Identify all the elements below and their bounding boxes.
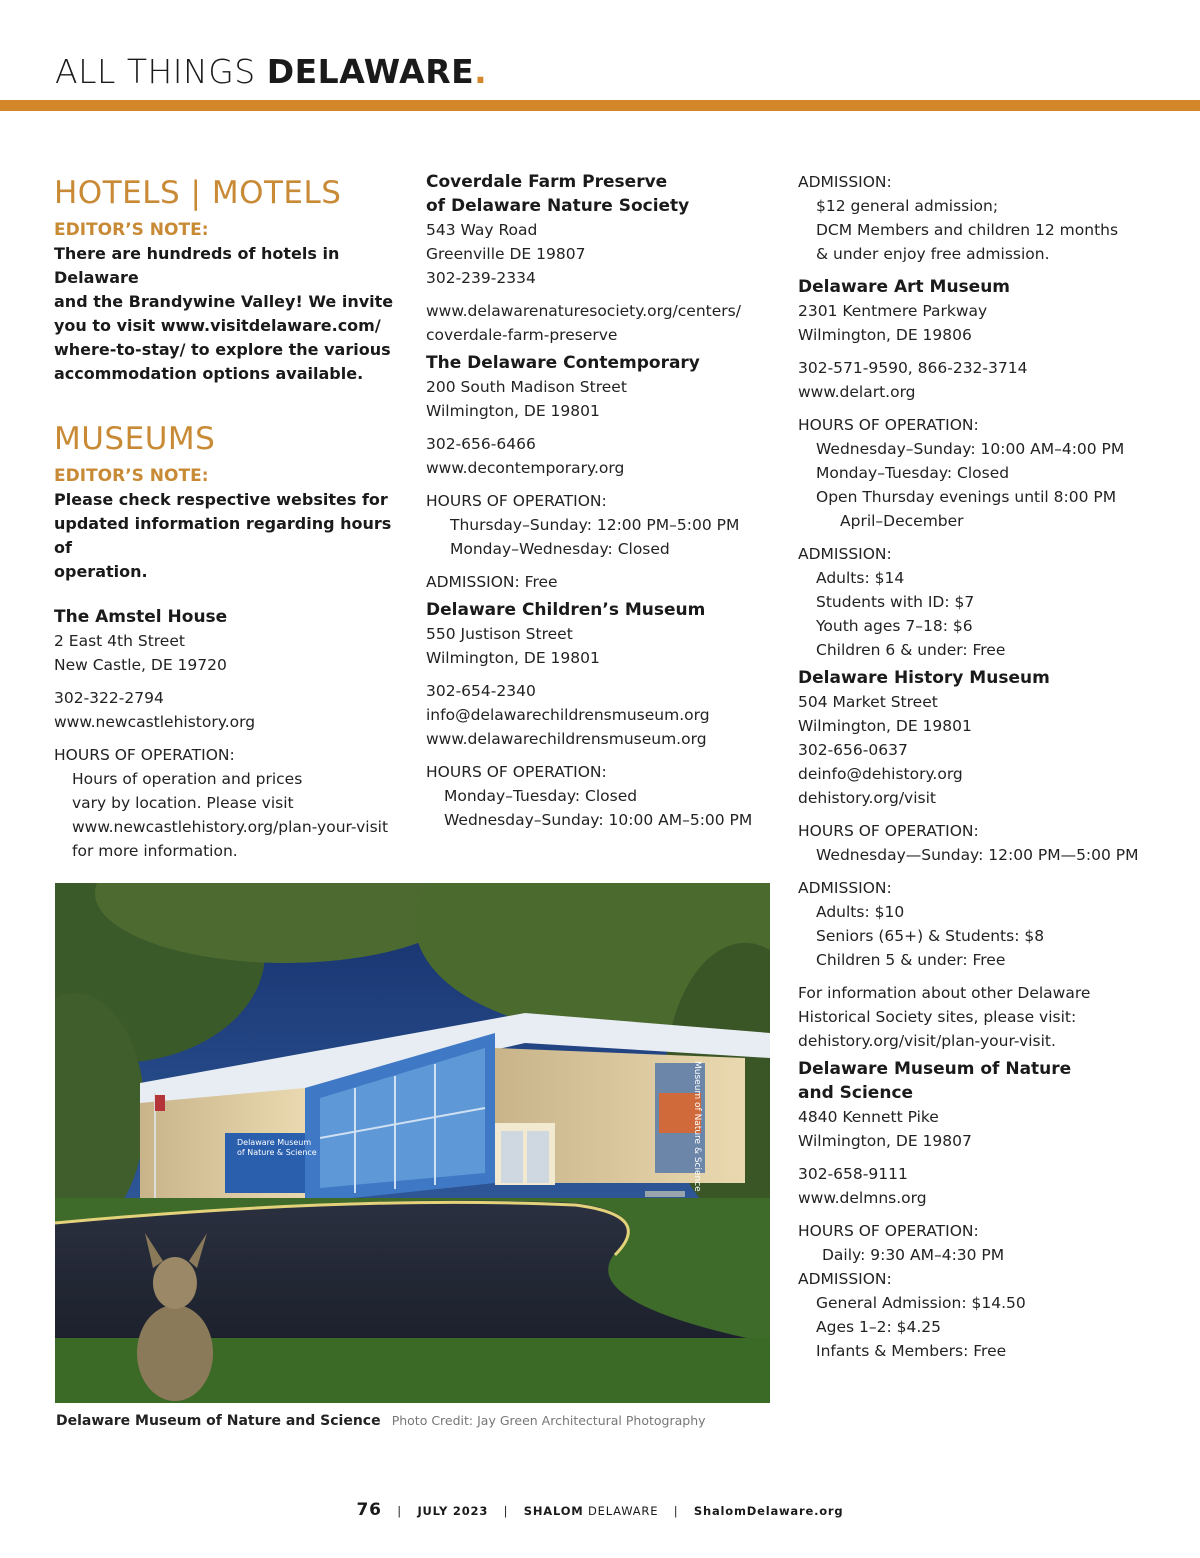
contemporary-hours: Monday–Wednesday: Closed [450,540,670,558]
header-rule [0,100,1200,111]
history-admission: Children 5 & under: Free [816,951,1006,969]
contemporary-hours-label: HOURS OF OPERATION: [426,492,607,510]
art-admission: Adults: $14 [816,569,905,587]
coverdale-website-link[interactable]: coverdale-farm-preserve [426,326,618,344]
art-address: Wilmington, DE 19806 [798,326,972,344]
childrens-address: Wilmington, DE 19801 [426,649,600,667]
footer-brand-bold: SHALOM [523,1504,584,1518]
amstel-hours: for more information. [72,842,238,860]
footer-brand-light: DELAWARE [583,1504,659,1518]
nature-address: 4840 Kennett Pike [798,1108,939,1126]
childrens-phone: 302-654-2340 [426,682,536,700]
nature-admission: Infants & Members: Free [816,1342,1007,1360]
nature-hours: Daily: 9:30 AM–4:30 PM [822,1246,1005,1264]
childrens-hours: Wednesday–Sunday: 10:00 AM–5:00 PM [444,811,753,829]
contemporary-name: The Delaware Contemporary [426,353,700,373]
nature-name: Delaware Museum of Nature [798,1059,1072,1079]
art-name: Delaware Art Museum [798,277,1011,297]
caption-credit: Photo Credit: Jay Green Architectural Photography [391,1413,706,1428]
footer-separator: | [397,1504,402,1518]
museums-note-line: operation. [54,562,148,581]
art-admission: Children 6 & under: Free [816,641,1006,659]
coverdale-name: of Delaware Nature Society [426,196,690,216]
header-dot: . [474,52,488,91]
art-admission: Students with ID: $7 [816,593,975,611]
hotels-note-line: you to visit www.visitdelaware.com/ [54,316,381,335]
nature-website-link[interactable]: www.delmns.org [798,1189,927,1207]
childrens-admission-label: ADMISSION: [798,173,892,191]
page-number: 76 [356,1500,382,1520]
history-website-link[interactable]: dehistory.org/visit [798,789,936,807]
nature-admission-label: ADMISSION: [798,1270,892,1288]
amstel-hours: Hours of operation and prices [72,770,303,788]
nature-address: Wilmington, DE 19807 [798,1132,972,1150]
art-phone: 302-571-9590, 866-232-3714 [798,359,1028,377]
column-right [798,170,1168,1363]
contemporary-admission: ADMISSION: Free [426,573,558,591]
amstel-name: The Amstel House [54,607,228,627]
art-hours-label: HOURS OF OPERATION: [798,416,979,434]
amstel-hours-link[interactable]: www.newcastlehistory.org/plan-your-visit [72,818,389,836]
contemporary-address: 200 South Madison Street [426,378,627,396]
museum-photo [55,883,770,1403]
coverdale-website-link[interactable]: www.delawarenaturesociety.org/centers/ [426,302,741,320]
amstel-website-link[interactable]: www.newcastlehistory.org [54,713,256,731]
history-hours: Wednesday—Sunday: 12:00 PM—5:00 PM [816,846,1139,864]
nature-name: and Science [798,1083,914,1103]
coverdale-address: 543 Way Road [426,221,538,239]
history-info: Historical Society sites, please visit: [798,1008,1077,1026]
museums-title: MUSEUMS [54,421,216,457]
history-name: Delaware History Museum [798,668,1050,688]
nature-admission: Ages 1–2: $4.25 [816,1318,941,1336]
contemporary-phone: 302-656-6466 [426,435,536,453]
amstel-hours: vary by location. Please visit [72,794,294,812]
contemporary-hours: Thursday–Sunday: 12:00 PM–5:00 PM [450,516,740,534]
art-hours: Open Thursday evenings until 8:00 PM [816,488,1117,506]
childrens-admission: & under enjoy free admission. [816,245,1050,263]
childrens-hours: Monday–Tuesday: Closed [444,787,638,805]
header-light: ALL THINGS [55,52,267,91]
childrens-hours-label: HOURS OF OPERATION: [426,763,607,781]
column-middle [426,170,771,832]
childrens-email-link[interactable]: info@delawarechildrensmuseum.org [426,706,710,724]
page-footer [0,1500,1200,1520]
footer-separator: | [673,1504,679,1518]
art-address: 2301 Kentmere Parkway [798,302,988,320]
childrens-website-link[interactable]: www.delawarechildrensmuseum.org [426,730,707,748]
childrens-admission: $12 general admission; [816,197,999,215]
amstel-address: New Castle, DE 19720 [54,656,227,674]
museum-photo-illustration [55,883,770,1403]
nature-phone: 302-658-9111 [798,1165,908,1183]
banner-text: Museum of Nature & Science [692,1061,702,1192]
art-hours: Wednesday–Sunday: 10:00 AM–4:00 PM [816,440,1125,458]
history-email-link[interactable]: deinfo@dehistory.org [798,765,963,783]
footer-date: JULY 2023 [417,1504,489,1518]
museums-note-line: updated information regarding hours of [54,514,392,557]
hotels-note-line: There are hundreds of hotels in Delaware [54,244,340,287]
amstel-address: 2 East 4th Street [54,632,185,650]
history-phone: 302-656-0637 [798,741,908,759]
column-left [54,170,399,863]
history-admission: Seniors (65+) & Students: $8 [816,927,1045,945]
nature-admission: General Admission: $14.50 [816,1294,1026,1312]
history-hours-label: HOURS OF OPERATION: [798,822,979,840]
hotels-title: HOTELS | MOTELS [54,175,342,211]
coverdale-address: Greenville DE 19807 [426,245,586,263]
childrens-name: Delaware Children’s Museum [426,600,706,620]
art-admission-label: ADMISSION: [798,545,892,563]
history-info: For information about other Delaware [798,984,1091,1002]
contemporary-address: Wilmington, DE 19801 [426,402,600,420]
museums-note-title: EDITOR’S NOTE: [54,466,209,486]
art-hours-extra: April–December [840,512,964,530]
amstel-hours-label: HOURS OF OPERATION: [54,746,235,764]
photo-caption [56,1410,706,1429]
hotels-note-line: and the Brandywine Valley! We invite [54,292,394,311]
museums-note-line: Please check respective websites for [54,490,388,509]
nature-hours-label: HOURS OF OPERATION: [798,1222,979,1240]
history-address: 504 Market Street [798,693,938,711]
history-admission: Adults: $10 [816,903,905,921]
hotels-note-line: where-to-stay/ to explore the various [54,340,391,359]
art-website-link[interactable]: www.delart.org [798,383,916,401]
page-header [55,52,487,91]
art-admission: Youth ages 7–18: $6 [816,617,973,635]
sign-text: of Nature & Science [237,1148,317,1157]
hotels-note-line: accommodation options available. [54,364,364,383]
sign-text: Delaware Museum [237,1138,312,1147]
footer-site-link[interactable]: ShalomDelaware.org [693,1504,844,1518]
childrens-admission: DCM Members and children 12 months [816,221,1119,239]
art-hours: Monday–Tuesday: Closed [816,464,1010,482]
coverdale-phone: 302-239-2334 [426,269,536,287]
childrens-address: 550 Justison Street [426,625,573,643]
hotels-note-title: EDITOR’S NOTE: [54,220,209,240]
history-admission-label: ADMISSION: [798,879,892,897]
caption-main: Delaware Museum of Nature and Science [56,1413,381,1429]
coverdale-name: Coverdale Farm Preserve [426,172,668,192]
amstel-phone: 302-322-2794 [54,689,164,707]
history-info-link[interactable]: dehistory.org/visit/plan-your-visit. [798,1032,1056,1050]
contemporary-website-link[interactable]: www.decontemporary.org [426,459,625,477]
header-bold: DELAWARE [266,52,475,91]
history-address: Wilmington, DE 19801 [798,717,972,735]
footer-separator: | [503,1504,509,1518]
